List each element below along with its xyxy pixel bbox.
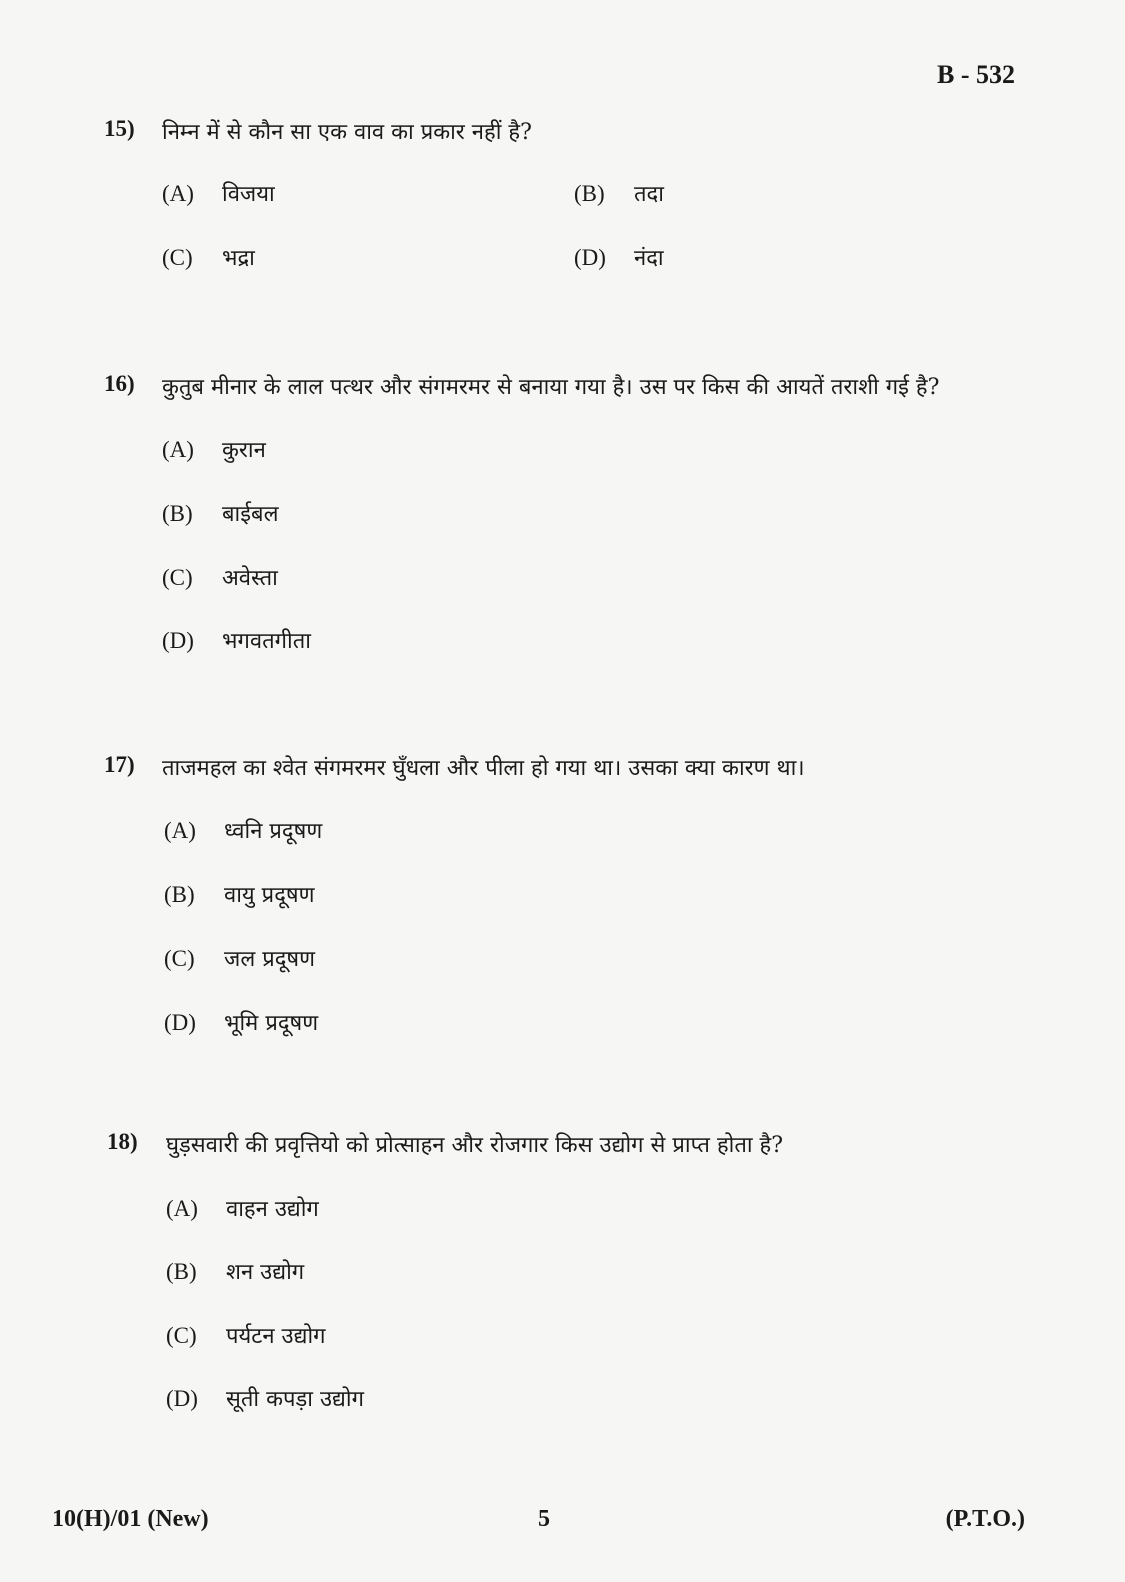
option-b[interactable] (166, 1256, 304, 1286)
option-text: शन उद्योग (226, 1260, 305, 1285)
question-text: निम्न में से कौन सा एक वाव का प्रकार नहीं है? (162, 120, 532, 145)
option-letter: (B) (166, 1259, 197, 1284)
option-text: भगवतगीता (222, 629, 311, 654)
option-d[interactable] (166, 1383, 364, 1413)
option-d[interactable] (574, 242, 664, 272)
option-text: बाईबल (222, 502, 279, 527)
option-text: सूती कपड़ा उद्योग (226, 1387, 364, 1412)
option-a[interactable] (164, 815, 322, 845)
option-d[interactable] (162, 625, 311, 655)
question-text: कुतुब मीनार के लाल पत्थर और संगमरमर से बनाया गया है। उस पर किस की आयतें तराशी गई है? (162, 375, 940, 400)
question-text: ताजमहल का श्वेत संगमरमर घुँधला और पीला हो गया था। उसका क्या कारण था। (162, 756, 805, 781)
option-letter: (A) (162, 181, 194, 206)
option-letter: (C) (162, 245, 193, 270)
option-b[interactable] (162, 498, 279, 528)
option-text: पर्यटन उद्योग (226, 1324, 326, 1349)
option-a[interactable] (162, 434, 266, 464)
question-number: 15) (104, 116, 135, 141)
option-text: नंदा (634, 246, 664, 271)
option-text: वायु प्रदूषण (224, 883, 315, 908)
option-b[interactable] (574, 178, 664, 208)
option-text: कुरान (222, 438, 266, 463)
option-c[interactable] (166, 1320, 326, 1350)
option-letter: (B) (164, 882, 195, 907)
option-letter: (B) (162, 501, 193, 526)
option-text: तदा (634, 182, 664, 207)
option-text: भूमि प्रदूषण (224, 1011, 319, 1036)
option-text: भद्रा (222, 246, 255, 271)
question-number: 16) (104, 371, 135, 396)
option-d[interactable] (164, 1007, 318, 1037)
option-letter: (B) (574, 181, 605, 206)
option-text: वाहन उद्योग (226, 1197, 319, 1222)
option-letter: (C) (162, 565, 193, 590)
option-letter: (D) (164, 1010, 196, 1035)
option-a[interactable] (166, 1193, 319, 1223)
option-c[interactable] (162, 562, 278, 592)
option-text: विजया (222, 182, 275, 207)
option-text: जल प्रदूषण (224, 947, 316, 972)
option-a[interactable] (162, 178, 275, 208)
option-letter: (D) (166, 1386, 198, 1411)
question-text: घुड़सवारी की प्रवृत्तियो को प्रोत्साहन और रोजगार किस उद्योग से प्राप्त होता है? (166, 1133, 784, 1158)
option-text: अवेस्ता (222, 566, 278, 591)
option-letter: (A) (166, 1196, 198, 1221)
option-letter: (C) (166, 1323, 197, 1348)
option-letter: (C) (164, 946, 195, 971)
option-c[interactable] (162, 242, 255, 272)
page-code: B - 532 (937, 60, 1015, 89)
page-number: 5 (538, 1506, 550, 1532)
option-b[interactable] (164, 879, 315, 909)
option-letter: (A) (162, 437, 194, 462)
question-number: 18) (107, 1129, 138, 1154)
option-letter: (D) (162, 628, 194, 653)
question-number: 17) (104, 752, 135, 777)
option-c[interactable] (164, 943, 315, 973)
option-letter: (A) (164, 818, 196, 843)
paper-code: 10(H)/01 (New) (52, 1506, 209, 1532)
pto-label: (P.T.O.) (945, 1506, 1025, 1532)
option-letter: (D) (574, 245, 606, 270)
option-text: ध्वनि प्रदूषण (224, 819, 323, 844)
